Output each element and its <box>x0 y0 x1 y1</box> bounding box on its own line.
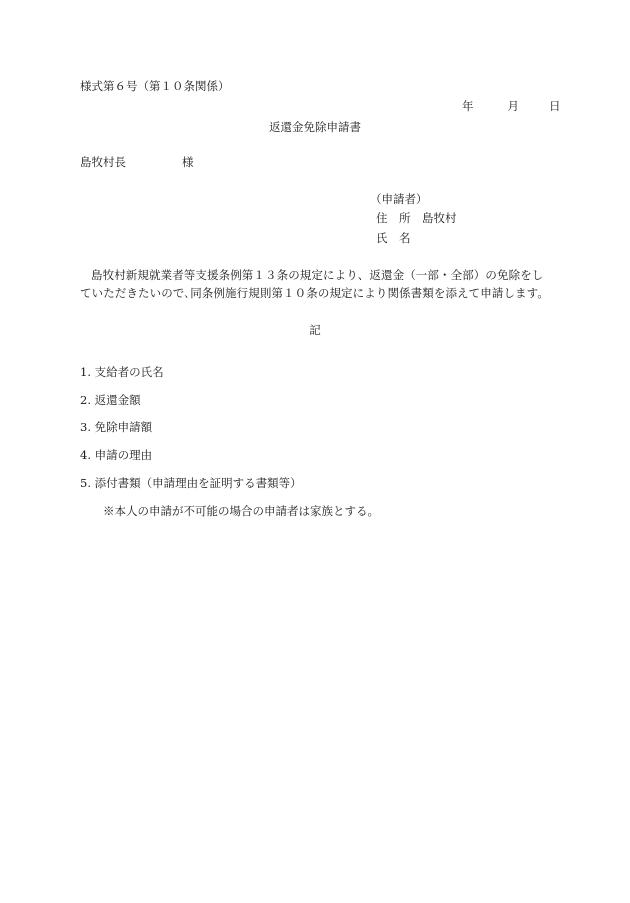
applicant-name <box>376 232 411 246</box>
applicant-heading: （申請者） <box>370 192 428 206</box>
address-label: 住 所 <box>376 211 411 225</box>
note: ※本人の申請が不可能の場合の申請者は家族とする。 <box>103 504 379 518</box>
document-title: 返還金免除申請書 <box>269 120 361 134</box>
ki-heading: 記 <box>309 323 321 337</box>
list-item: 1. 支給者の氏名 <box>80 365 164 379</box>
applicant-address <box>376 212 457 226</box>
address-value: 島牧村 <box>422 211 457 225</box>
addressee <box>80 156 194 170</box>
date-month: 月 <box>507 99 519 113</box>
date-day: 日 <box>549 99 561 113</box>
addressee-honorific: 様 <box>182 155 194 169</box>
form-number: 様式第６号（第１０条関係） <box>80 79 230 93</box>
name-label: 氏 名 <box>376 231 411 245</box>
list-item: 3. 免除申請額 <box>80 420 153 434</box>
request-body: 島牧村新規就業者等支援条例第１３条の規定により、返還金（一部・全部）の免除をしていただきたいので､同条例施行規則第１０条の規定により関係書類を添えて申請します。 <box>80 268 549 300</box>
list-item: 4. 申請の理由 <box>80 448 153 462</box>
date-year: 年 <box>462 99 474 113</box>
date-line <box>462 100 561 114</box>
list-item: 2. 返還金額 <box>80 393 141 407</box>
list-item: 5. 添付書類（申請理由を証明する書類等） <box>80 476 302 490</box>
addressee-name: 島牧村長 <box>80 155 126 169</box>
